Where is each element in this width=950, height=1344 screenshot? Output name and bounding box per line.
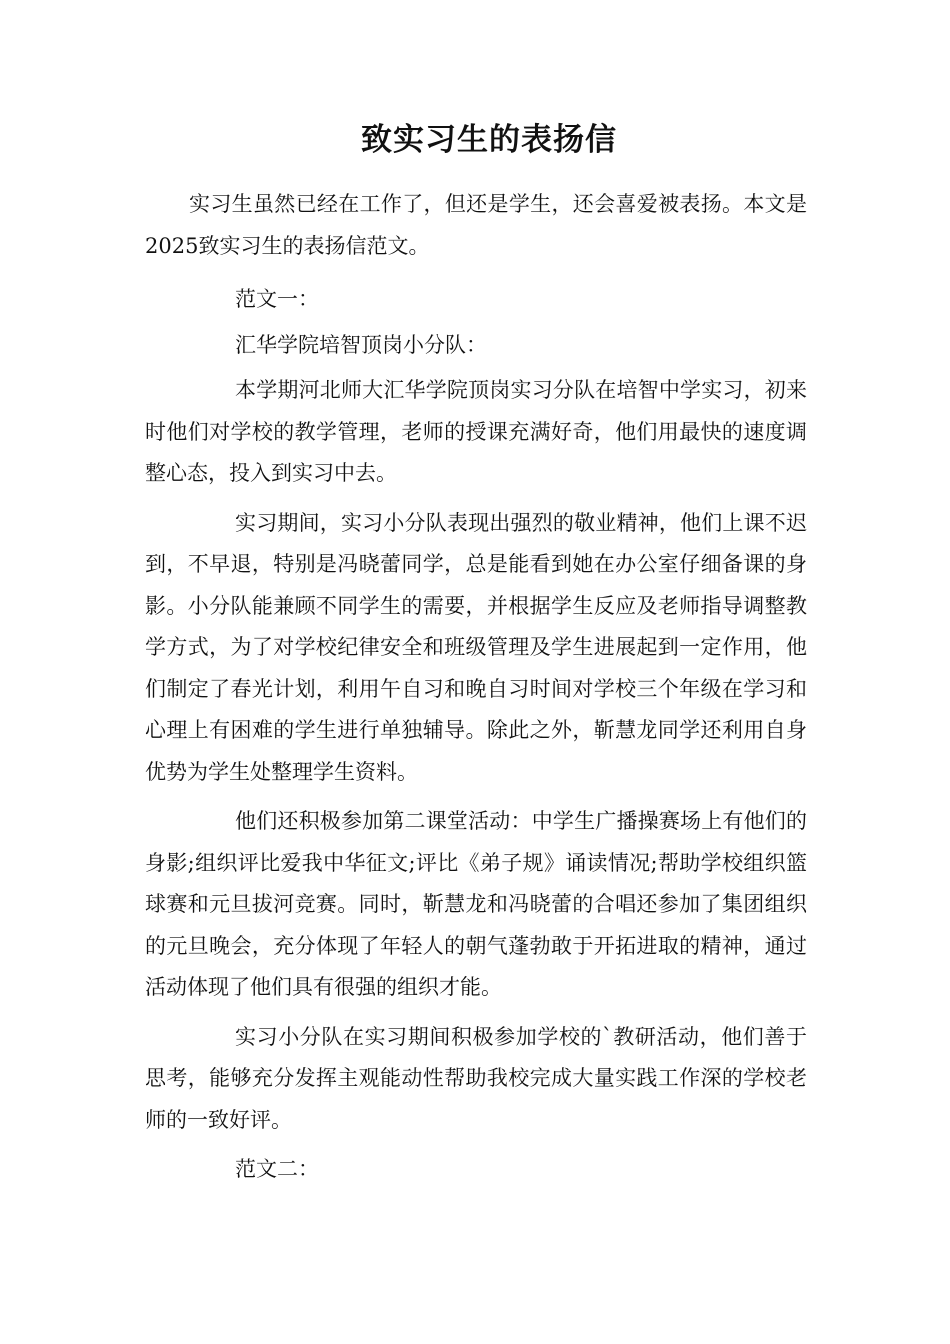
body-paragraph-3: 他们还积极参加第二课堂活动：中学生广播操赛场上有他们的身影;组织评比爱我中华征文;评比《弟子规》诵读情况;帮助学校组织篮球赛和元旦拔河竞赛。同时，靳慧龙和冯晓蕾的合唱还参加了集团组织的元旦晚会，充分体现了年轻人的朝气蓬勃敢于开拓进取的精神，通过活动体现了他们具有很强的组织才能。 [145,809,807,999]
body-paragraph-1: 本学期河北师大汇华学院顶岗实习分队在培智中学实习，初来时他们对学校的教学管理，老师的授课充满好奇，他们用最快的速度调整心态，投入到实习中去。 [145,378,807,485]
body-paragraph-2: 实习期间，实习小分队表现出强烈的敬业精神，他们上课不迟到，不早退，特别是冯晓蕾同学，总是能看到她在办公室仔细备课的身影。小分队能兼顾不同学生的需要，并根据学生反应及老师指导调整教学方式，为了对学校纪律安全和班级管理及学生进展起到一定作用，他们制定了春光计划，利用午自习和晚自习时间对学校三个年级在学习和心理上有困难的学生进行单独辅导。除此之外，靳慧龙同学还利用自身优势为学生处整理学生资料。 [145,510,807,784]
intro-paragraph: 实习生虽然已经在工作了，但还是学生，还会喜爱被表扬。本文是2025致实习生的表扬信范文。 [145,192,807,258]
document-page [145,0,807,1191]
body-paragraph-4: 实习小分队在实习期间积极参加学校的`教研活动，他们善于思考，能够充分发挥主观能动性帮助我校完成大量实践工作深的学校老师的一致好评。 [145,1024,807,1132]
salutation: 汇华学院培智顶岗小分队： [235,332,487,357]
sample-one-heading: 范文一： [235,287,319,311]
sample-two-heading: 范文二： [235,1157,319,1181]
document-title: 致实习生的表扬信 [361,122,617,158]
